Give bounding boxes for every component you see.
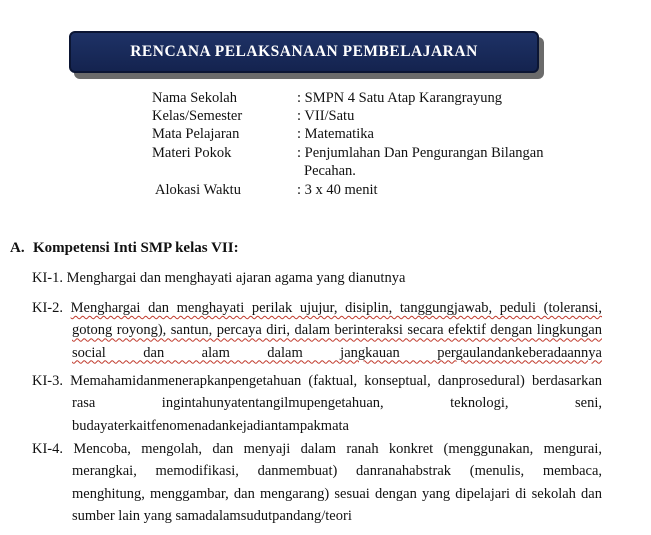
ki-3-code: KI-3. — [32, 373, 64, 389]
title-banner — [69, 31, 539, 73]
section-heading: Kompetensi Inti SMP kelas VII: — [33, 240, 239, 256]
ki-2-code: KI-2. — [32, 300, 64, 316]
ki-2-text: Menghargai dan menghayati perilak ujujur, disiplin, tanggungjawab, peduli (toleransi, gotong royong), santun, percaya diri, dalam berinteraksi secara efektif dengan lingkungan social dan alam dalam jangkauan pergaulandankeberadaannya — [70, 300, 603, 361]
label-school: Nama Sekolah — [152, 90, 237, 106]
ki-1-text: Menghargai dan menghayati ajaran agama yang dianutnya — [66, 270, 406, 286]
value-topic-continued: Pecahan. — [304, 163, 356, 179]
label-subject: Mata Pelajaran — [152, 126, 240, 142]
ki-4-text: Mencoba, mengolah, dan menyaji dalam ranah konkret (menggunakan, mengurai, merangkai, memodifikasi, danmembuat) danranahabstrak (menulis, membaca, menghitung, menggambar, dan mengarang) sesuai dengan yang dipelajari di sekolah dan sumber lain yang samadalamsudutpandang/teori — [72, 441, 603, 524]
value-school: : SMPN 4 Satu Atap Karangrayung — [297, 90, 502, 106]
document-title: RENCANA PELAKSANAAN PEMBELAJARAN — [130, 43, 478, 60]
label-topic: Materi Pokok — [152, 145, 232, 161]
ki-4 — [32, 438, 603, 527]
label-time: Alokasi Waktu — [155, 182, 241, 198]
ki-4-code: KI-4. — [32, 441, 64, 457]
ki-1-code: KI-1. — [32, 270, 64, 286]
ki-1 — [32, 267, 602, 289]
ki-3-text: Memahamidanmenerapkanpengetahuan (faktual, konseptual, danprosedural) berdasarkan rasa ingintahunyatentangilmupengetahuan, teknologi, seni, budayaterkaitfenomenadankejadiantampakmata — [70, 373, 603, 434]
value-time: : 3 x 40 menit — [297, 182, 378, 198]
section-letter: A. — [10, 240, 25, 256]
ki-3 — [32, 370, 603, 437]
value-subject: : Matematika — [297, 126, 374, 142]
label-class-semester: Kelas/Semester — [152, 108, 243, 124]
value-topic: : Penjumlahan Dan Pengurangan Bilangan — [297, 145, 544, 161]
ki-2 — [32, 297, 603, 364]
value-class-semester: : VII/Satu — [297, 108, 355, 124]
